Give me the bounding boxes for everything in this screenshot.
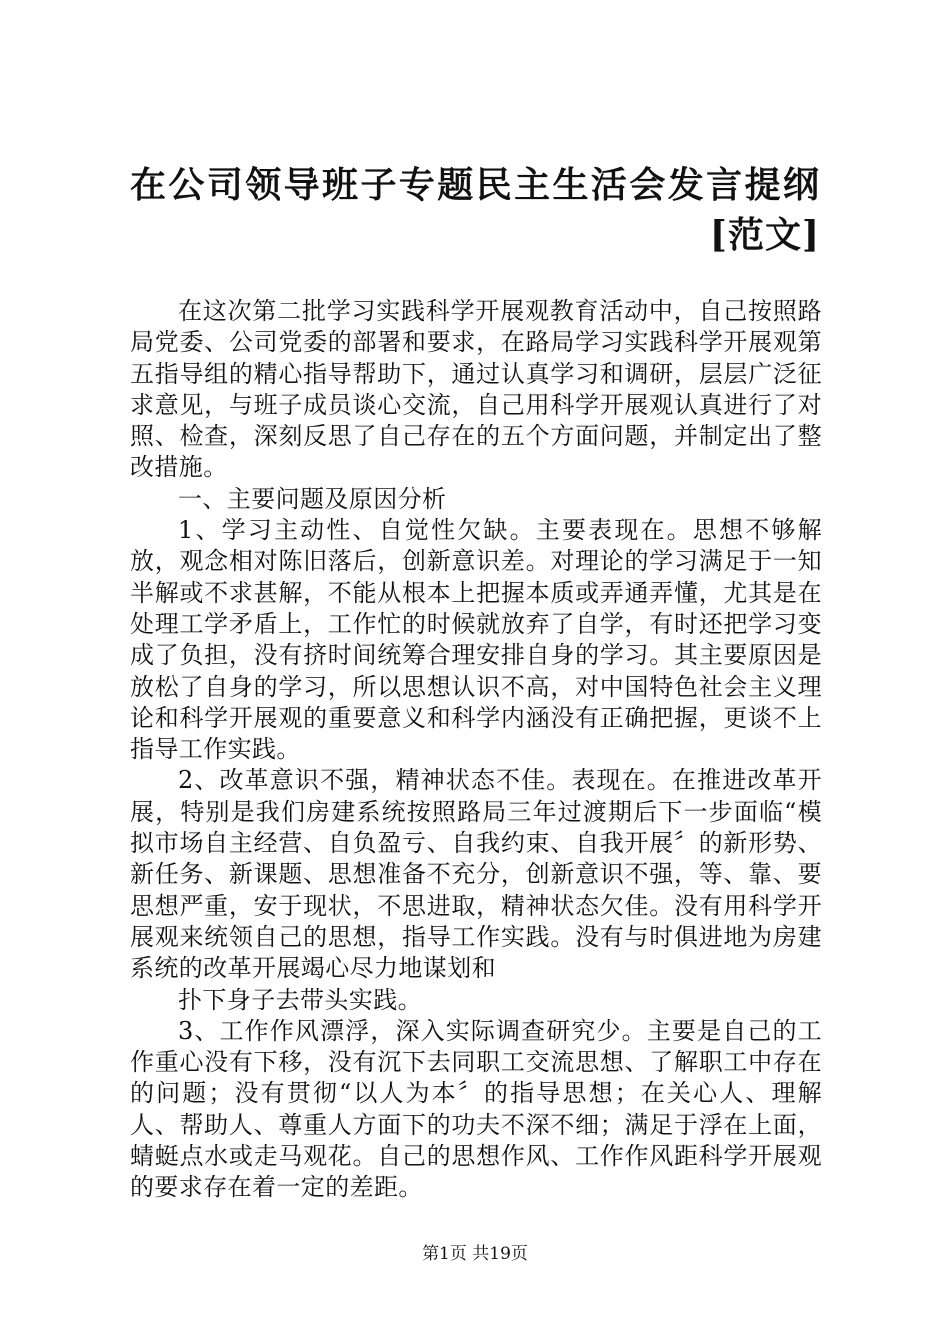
- section-heading: 一、主要问题及原因分析: [178, 484, 447, 513]
- problem-2-paragraph: 2、改革意识不强，精神状态不佳。表现在。在推进改革开展，特别是我们房建系统按照路局三年过渡期后下一步面临“模拟市场自主经营、自负盈亏、自我约束、自我开展〞的新形势、新任务、新课题、思想准备不充分，创新意识不强，等、靠、要思想严重，安于现状，不思进取，精神状态欠佳。没有用科学开展观来统领自己的思想，指导工作实践。没有与时俱进地为房建系统的改革开展竭心尽力地谋划和: [130, 766, 822, 983]
- problem-3-paragraph: 3、工作作风漂浮，深入实际调查研究少。主要是自己的工作重心没有下移，没有沉下去同职工交流思想、了解职工中存在的问题；没有贯彻“以人为本〞的指导思想；在关心人、理解人、帮助人、尊重人方面下的功夫不深不细；满足于浮在上面，蜻蜓点水或走马观花。自己的思想作风、工作作风距科学开展观的要求存在着一定的差距。: [130, 1016, 822, 1202]
- intro-paragraph: 在这次第二批学习实践科学开展观教育活动中，自己按照路局党委、公司党委的部署和要求，在路局学习实践科学开展观第五指导组的精心指导帮助下，通过认真学习和调研，层层广泛征求意见，与班子成员谈心交流，自己用科学开展观认真进行了对照、检查，深刻反思了自己存在的五个方面问题，并制定出了整改措施。: [130, 297, 822, 482]
- page-number-footer: 第1页 共19页: [422, 1244, 528, 1264]
- problem-1-paragraph: 1、学习主动性、自觉性欠缺。主要表现在。思想不够解放，观念相对陈旧落后，创新意识差。对理论的学习满足于一知半解或不求甚解，不能从根本上把握本质或弄通弄懂，尤其是在处理工学矛盾上，工作忙的时候就放弃了自学，有时还把学习变成了负担，没有挤时间统筹合理安排自身的学习。其主要原因是放松了自身的学习，所以思想认识不高，对中国特色社会主义理论和科学开展观的重要意义和科学内涵没有正确把握，更谈不上指导工作实践。: [130, 516, 822, 764]
- problem-2-continuation: 扑下身子去带头实践。: [178, 985, 422, 1014]
- document-title: 在公司领导班子专题民主生活会发言提纲[范文]: [130, 164, 820, 256]
- document-body: [130, 296, 822, 1204]
